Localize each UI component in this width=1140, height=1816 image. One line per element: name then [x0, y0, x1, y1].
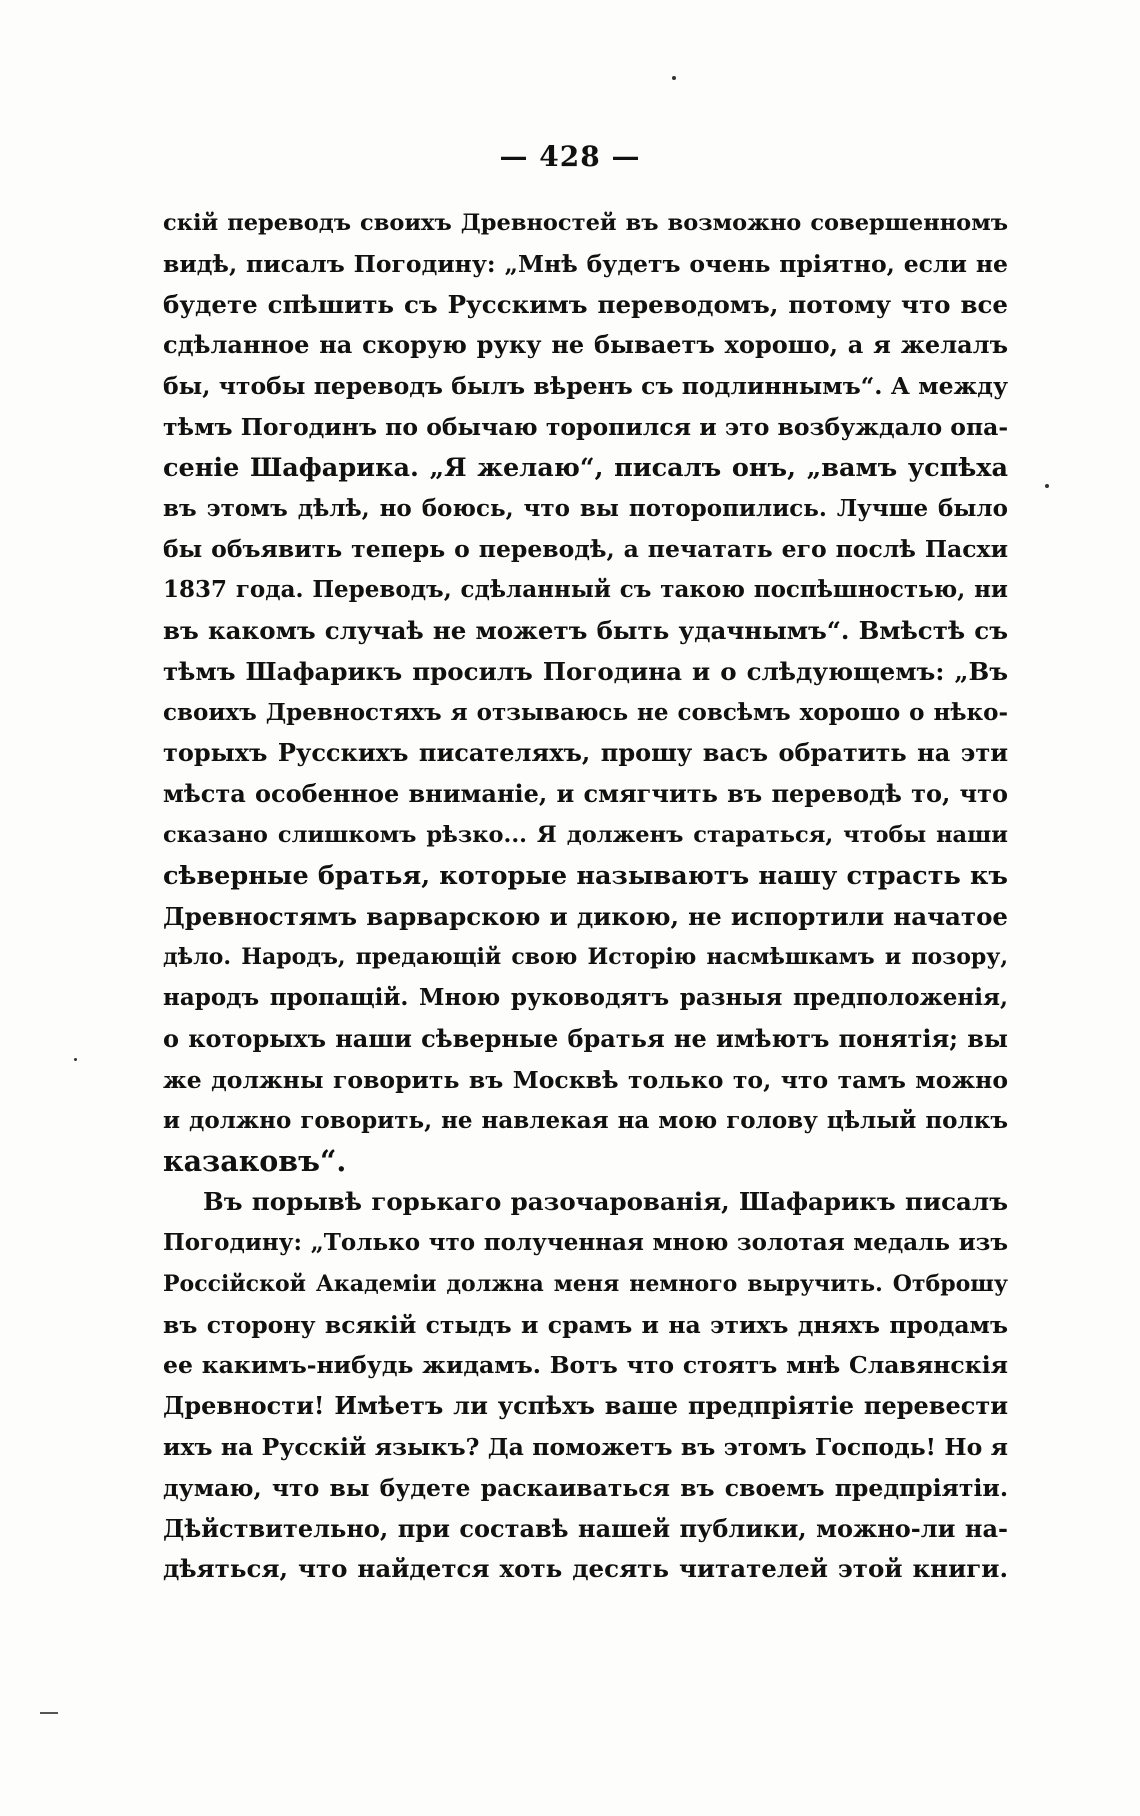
text-line: сеніе Шафарика. „Я желаю“, писалъ онъ, „вамъ успѣха [163, 452, 1008, 483]
text-line: и должно говорить, не навлекая на мою голову цѣлый полкъ [163, 1106, 1008, 1134]
text-line: казаковъ“. [163, 1144, 347, 1179]
text-line: своихъ Древностяхъ я отзываюсь не совсѣмъ хорошо о нѣко- [163, 698, 1008, 726]
text-line: 1837 года. Переводъ, сдѣланный съ такою поспѣшностью, ни [163, 576, 1008, 604]
print-speck [74, 1058, 77, 1061]
text-line: сказано слишкомъ рѣзко... Я долженъ стараться, чтобы наши [163, 821, 1008, 848]
text-line: дѣло. Народъ, предающій свою Исторію насмѣшкамъ и позору, [163, 944, 1008, 971]
text-line: сдѣланное на скорую руку не бываетъ хорошо, а я желалъ [163, 330, 1008, 360]
text-line: тѣмъ Шафарикъ просилъ Погодина и о слѣдующемъ: „Въ [163, 656, 1008, 686]
text-line: въ этомъ дѣлѣ, но боюсь, что вы поторопились. Лучше было [163, 494, 1008, 522]
text-line: торыхъ Русскихъ писателяхъ, прошу васъ обратить на эти [163, 738, 1008, 768]
text-line: бы, чтобы переводъ былъ вѣренъ съ подлиннымъ“. А между [163, 372, 1008, 401]
text-line: въ сторону всякій стыдъ и срамъ и на этихъ дняхъ продамъ [163, 1310, 1008, 1339]
margin-mark [40, 1712, 58, 1714]
text-line: о которыхъ наши сѣверные братья не имѣютъ понятія; вы [163, 1023, 1008, 1053]
text-line: Россійской Академіи должна меня немного выручить. Отброшу [163, 1270, 1008, 1297]
text-line: видѣ, писалъ Погодину: „Мнѣ будетъ очень пріятно, если не [163, 249, 1008, 278]
text-line: мѣста особенное вниманіе, и смягчить въ переводѣ то, что [163, 779, 1008, 809]
text-line: думаю, что вы будете раскаиваться въ своемъ предпріятіи. [163, 1473, 1008, 1502]
text-line: Древности! Имѣетъ ли успѣхъ ваше предпріятіе перевести [163, 1391, 1008, 1421]
text-line: же должны говорить въ Москвѣ только то, что тамъ можно [163, 1065, 1008, 1094]
text-line: ихъ на Русскій языкъ? Да поможетъ въ этомъ Господь! Но я [163, 1432, 1008, 1461]
text-line: дѣяться, что найдется хоть десять читателей этой книги. [163, 1554, 1008, 1584]
text-line: Дѣйствительно, при составѣ нашей публики, можно-ли на- [163, 1513, 1008, 1543]
text-line: народъ пропащій. Мною руководятъ разныя предположенія, [163, 984, 1008, 1012]
text-line: Погодину: „Только что полученная мною золотая медаль изъ [163, 1228, 1008, 1256]
body-text [163, 203, 1008, 1590]
text-line: будете спѣшить съ Русскимъ переводомъ, потому что все [163, 289, 1008, 319]
text-line: Древностямъ варварскою и дикою, не испортили начатое [163, 901, 1008, 931]
text-line: ее какимъ-нибудь жидамъ. Вотъ что стоятъ мнѣ Славянскія [163, 1351, 1008, 1380]
text-line: въ какомъ случаѣ не можетъ быть удачнымъ“. Вмѣстѣ съ [163, 615, 1008, 645]
text-line: тѣмъ Погодинъ по обычаю торопился и это возбуждало опа- [163, 412, 1008, 441]
text-line: скій переводъ своихъ Древностей въ возможно совершенномъ [163, 210, 1008, 236]
text-line: бы объявить теперь о переводѣ, а печатать его послѣ Пасхи [163, 535, 1008, 564]
print-speck [672, 76, 676, 80]
page-number: — 428 — [499, 140, 641, 173]
print-speck [1045, 484, 1049, 488]
text-line: сѣверные братья, которые называютъ нашу страсть къ [163, 860, 1008, 891]
text-line: Въ порывѣ горькаго разочарованія, Шафарикъ писалъ [203, 1187, 1008, 1217]
